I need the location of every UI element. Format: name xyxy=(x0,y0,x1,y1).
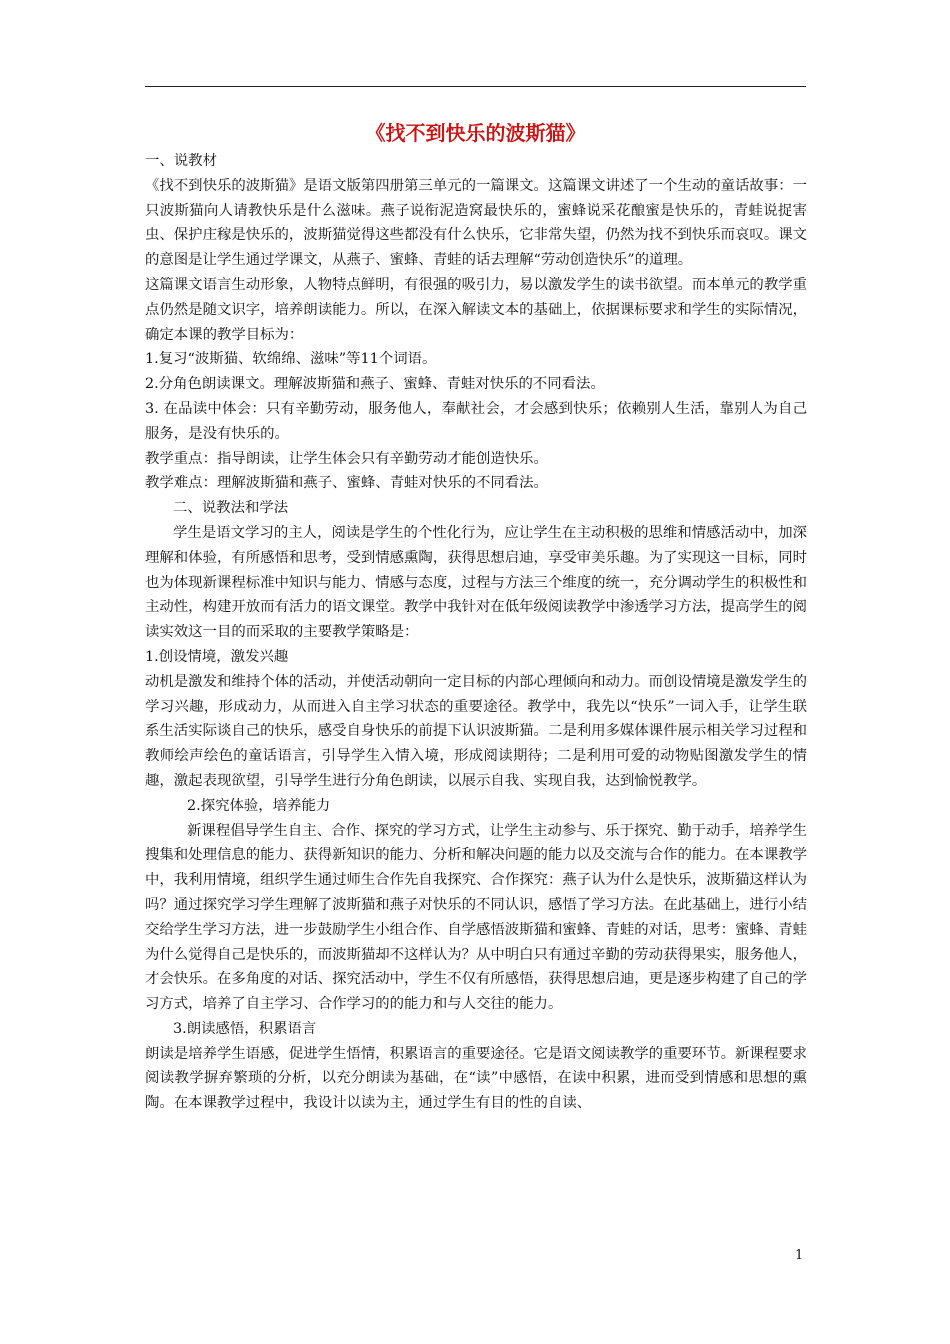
document-body xyxy=(145,149,807,1116)
list-item: 3. 在品读中体会：只有辛勤劳动，服务他人，奉献社会，才会感到快乐；依赖别人生活，靠别人为自己服务，是没有快乐的。 xyxy=(145,400,807,442)
paragraph: 《找不到快乐的波斯猫》是语文版第四册第三单元的一篇课文。这篇课文讲述了一个生动的童话故事：一只波斯猫向人请教快乐是什么滋味。燕子说衔泥造窝最快乐的，蜜蜂说采花酿蜜是快乐的，青蛙说捉害虫、保护庄稼是快乐的，波斯猫觉得这些都没有什么快乐，它非常失望，仍然为找不到快乐而哀叹。课文的意图是让学生通过学课文，从燕子、蜜蜂、青蛙的话去理解“劳动创造快乐”的道理。 xyxy=(145,177,807,269)
teaching-focus: 教学重点：指导朗读，让学生体会只有辛勤劳动才能创造快乐。 xyxy=(145,450,548,467)
subheading: 2.探究体验，培养能力 xyxy=(187,797,331,814)
paragraph: 这篇课文语言生动形象，人物特点鲜明，有很强的吸引力，易以激发学生的读书欲望。而本单元的教学重点仍然是随文识字，培养朗读能力。所以，在深入解读文本的基础上，依据课标要求和学生的实际情况，确定本课的教学目标为： xyxy=(145,276,807,343)
list-item: 2.分角色朗读课文。理解波斯猫和燕子、蜜蜂、青蛙对快乐的不同看法。 xyxy=(145,376,605,393)
subheading: 3.朗读感悟，积累语言 xyxy=(173,1020,317,1037)
document-title: 《找不到快乐的波斯猫》 xyxy=(365,121,586,145)
section-heading-2: 二、说教法和学法 xyxy=(173,500,289,517)
page-number: 1 xyxy=(795,1248,804,1263)
paragraph: 朗读是培养学生语感，促进学生悟情，积累语言的重要途径。它是语文阅读教学的重要环节。新课程要求阅读教学摒弃繁琐的分析，以充分朗读为基础，在“读”中感悟，在读中积累，进而受到情感和思想的熏陶。在本课教学过程中，我设计以读为主，通过学生有目的性的自读、 xyxy=(145,1045,807,1112)
teaching-difficulty: 教学难点：理解波斯猫和燕子、蜜蜂、青蛙对快乐的不同看法。 xyxy=(145,475,548,492)
paragraph: 动机是激发和维持个体的活动，并使活动朝向一定目标的内部心理倾向和动力。而创设情境是激发学生的学习兴趣，形成动力，从而进入自主学习状态的重要途径。教学中，我先以“快乐”一词入手，让学生联系生活实际谈自己的快乐，感受自身快乐的前提下认识波斯猫。二是利用多媒体课件展示相关学习过程和教师绘声绘色的童话语言，引导学生入情入境，形成阅读期待；二是利用可爱的动物贴图激发学生的情趣，激起表现欲望，引导学生进行分角色朗读，以展示自我、实现自我，达到愉悦教学。 xyxy=(145,673,807,789)
subheading: 1.创设情境，激发兴趣 xyxy=(145,648,289,665)
list-item: 1.复习“波斯猫、软绵绵、滋味”等11个词语。 xyxy=(145,351,437,368)
header-rule xyxy=(145,86,806,87)
section-heading-1: 一、说教材 xyxy=(145,153,217,169)
paragraph: 学生是语文学习的主人，阅读是学生的个性化行为，应让学生在主动积极的思维和情感活动中，加深理解和体验，有所感悟和思考，受到情感熏陶，获得思想启迪，享受审美乐趣。为了实现这一目标，同时也为体现新课程标准中知识与能力、情感与态度，过程与方法三个维度的统一，充分调动学生的积极性和主动性，构建开放而有活力的语文课堂。教学中我针对在低年级阅读教学中渗透学习方法，提高学生的阅读实效这一目的而采取的主要教学策略是： xyxy=(145,524,807,641)
paragraph: 新课程倡导学生自主、合作、探究的学习方式，让学生主动参与、乐于探究、勤于动手，培养学生搜集和处理信息的能力、获得新知识的能力、分析和解决问题的能力以及交流与合作的能力。在本课教学中，我利用情境，组织学生通过师生合作先自我探究、合作探究：燕子认为什么是快乐，波斯猫这样认为吗？通过探究学习学生理解了波斯猫和燕子对快乐的不同认识，感悟了学习方法。在此基础上，进行小结交给学生学习方法，进一步鼓励学生小组合作、自学感悟波斯猫和蜜蜂、青蛙的对话，思考：蜜蜂、青蛙为什么觉得自己是快乐的，而波斯猫却不这样认为？从中明白只有通过辛勤的劳动获得果实，服务他人，才会快乐。在多角度的对话、探究活动中，学生不仅有所感悟，获得思想启迪，更是逐步构建了自己的学习方式，培养了自主学习、合作学习的的能力和与人交往的能力。 xyxy=(145,822,807,1013)
